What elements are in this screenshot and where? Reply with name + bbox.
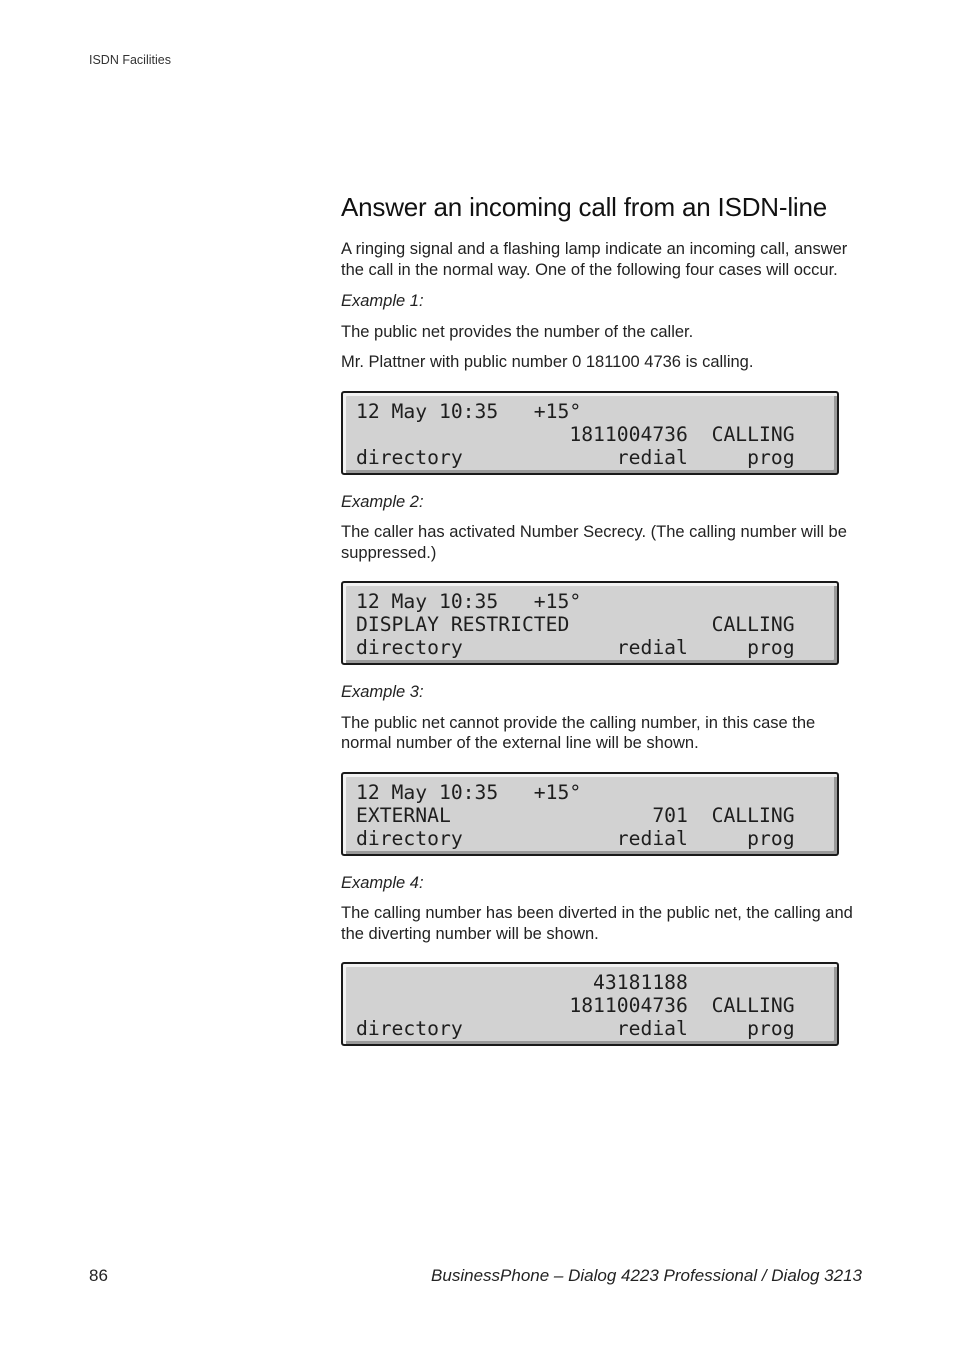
display-line-1: 43181188	[356, 971, 688, 994]
example-text: Mr. Plattner with public number 0 181100 4736 is calling.	[341, 353, 754, 371]
display-softkey-line: directory redial prog	[356, 636, 795, 659]
example-label: Example 4:	[341, 873, 424, 892]
example-text: The public net cannot provide the calling number, in this case the normal number of the external line will be shown.	[341, 713, 816, 752]
example-1	[341, 291, 861, 475]
example-2	[341, 492, 861, 666]
running-header: ISDN Facilities	[89, 53, 171, 67]
page-title: Answer an incoming call from an ISDN-line	[341, 192, 827, 222]
page-number: 86	[89, 1266, 108, 1285]
example-text: The public net provides the number of the caller.	[341, 322, 694, 341]
example-text: The calling number has been diverted in the public net, the calling and the diverting number will be shown.	[341, 904, 853, 943]
display-softkey-line: directory redial prog	[356, 445, 795, 469]
intro-paragraph: A ringing signal and a flashing lamp indicate an incoming call, answer the call in the normal way. One of the following four cases will occur.	[341, 240, 848, 279]
display-line-1: 12 May 10:35 +15°	[356, 780, 582, 804]
phone-display	[341, 772, 839, 856]
display-line-2: DISPLAY RESTRICTED CALLING	[356, 613, 795, 636]
footer-doc-title: BusinessPhone – Dialog 4223 Professional / Dialog 3213	[431, 1266, 862, 1285]
main-content	[341, 192, 861, 1063]
display-line-1: 12 May 10:35 +15°	[356, 399, 582, 423]
example-3	[341, 682, 861, 856]
phone-display	[341, 581, 839, 665]
example-label: Example 1:	[341, 292, 424, 310]
phone-display	[341, 391, 839, 475]
example-text: The caller has activated Number Secrecy. (The calling number will be suppressed.)	[341, 523, 847, 562]
display-softkey-line: directory redial prog	[356, 1017, 795, 1040]
display-line-2: EXTERNAL 701 CALLING	[356, 803, 795, 827]
example-label: Example 2:	[341, 492, 424, 511]
example-label: Example 3:	[341, 683, 424, 701]
display-line-2: 1811004736 CALLING	[356, 422, 795, 446]
example-4	[341, 873, 861, 1047]
phone-display	[341, 962, 839, 1046]
display-softkey-line: directory redial prog	[356, 826, 795, 850]
display-line-1: 12 May 10:35 +15°	[356, 590, 582, 613]
display-line-2: 1811004736 CALLING	[356, 994, 795, 1017]
